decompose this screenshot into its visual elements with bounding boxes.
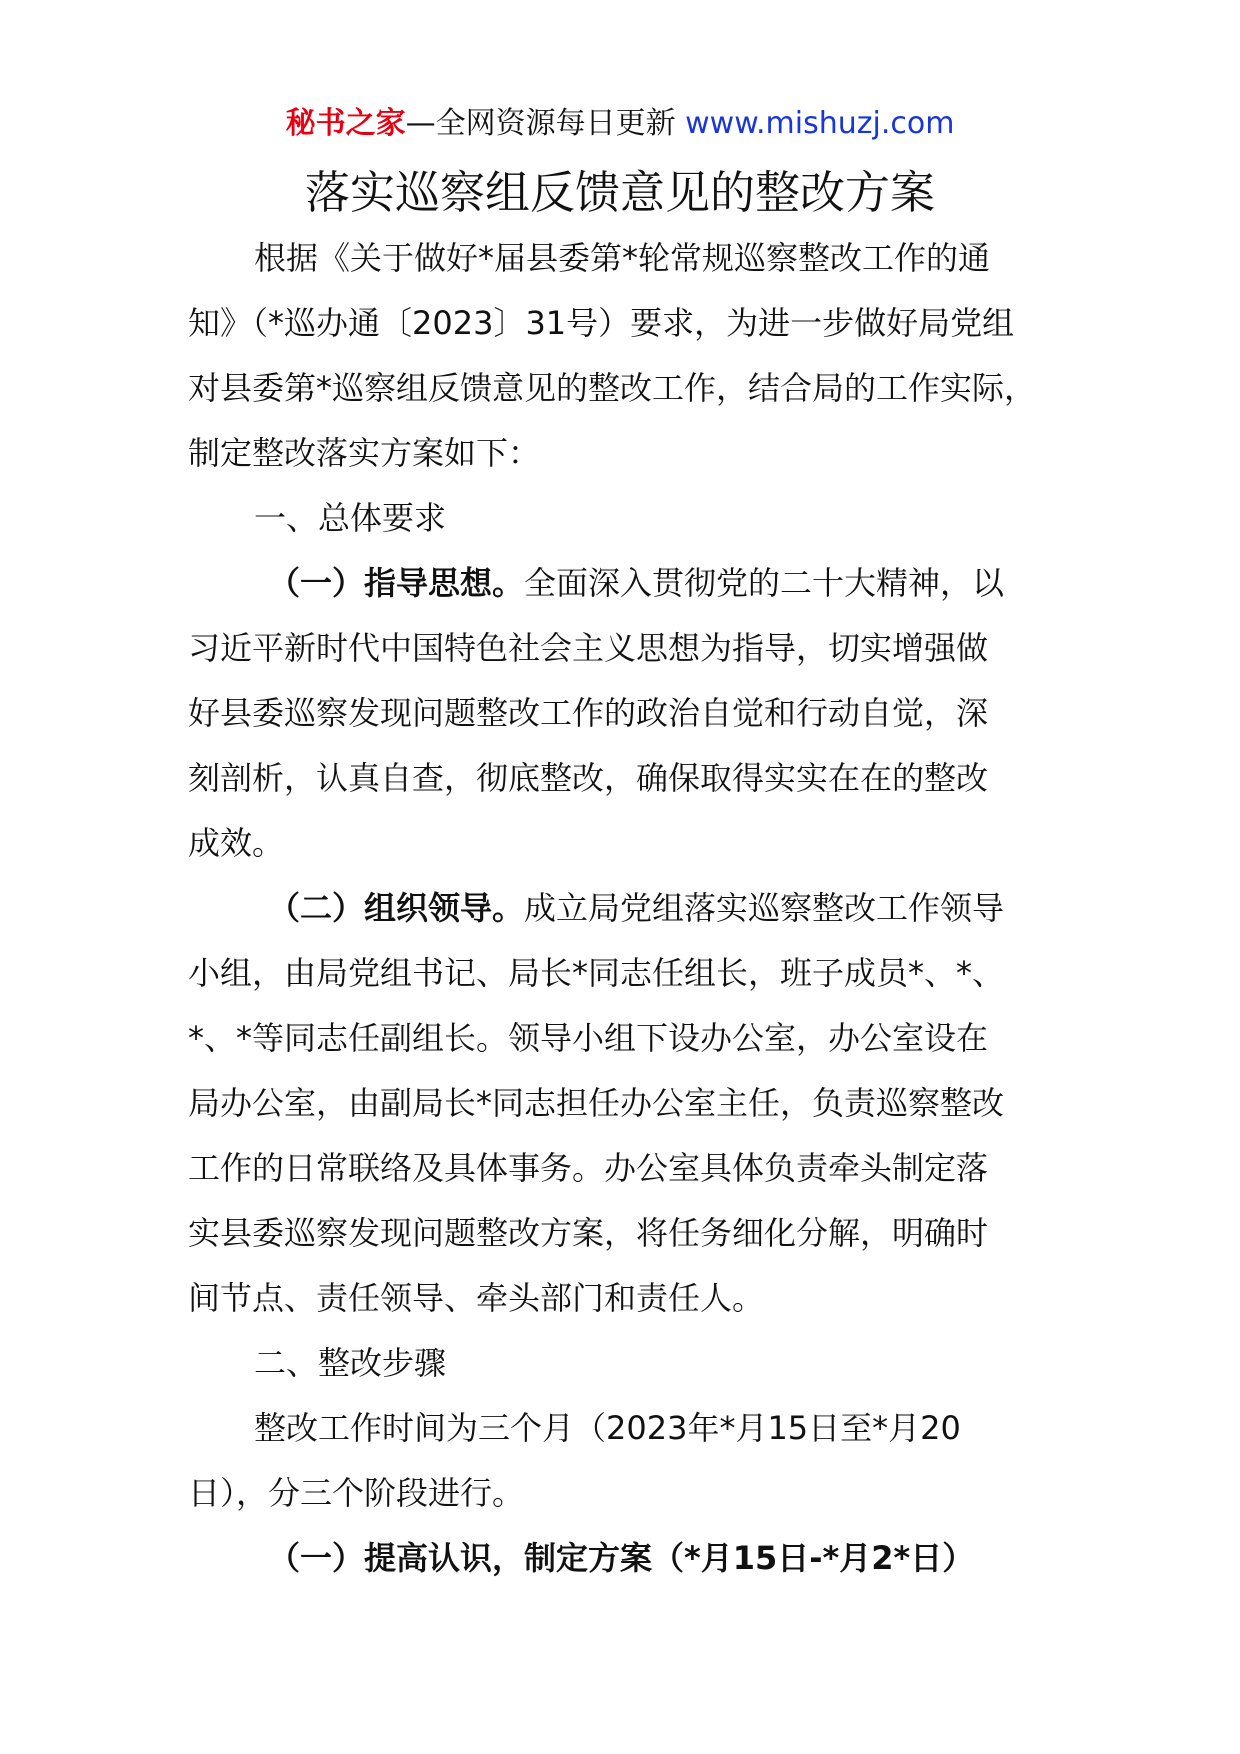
intro-line: 对县委第*巡察组反馈意见的整改工作，结合局的工作实际， — [188, 369, 1037, 407]
section-heading-2: 二、整改步骤 — [254, 1344, 447, 1382]
item-text: 全面深入贯彻党的二十大精神，以 — [524, 564, 1005, 602]
document-body — [188, 226, 1068, 1591]
intro-line: 知》（*巡办通〔2023〕31号）要求，为进一步做好局党组 — [188, 304, 1015, 342]
timeline-line: 日），分三个阶段进行。 — [188, 1474, 525, 1512]
item-line: 好县委巡察发现问题整改工作的政治自觉和行动自觉，深 — [188, 694, 989, 732]
organization-paragraph — [188, 876, 1068, 1331]
intro-line: 制定整改落实方案如下： — [188, 434, 541, 472]
item-line: 习近平新时代中国特色社会主义思想为指导，切实增强做 — [188, 629, 989, 667]
item-text: 成立局党组落实巡察整改工作领导 — [524, 889, 1005, 927]
item-line: *、*等同志任副组长。领导小组下设办公室，办公室设在 — [188, 1019, 989, 1057]
section-heading-1: 一、总体要求 — [254, 499, 447, 537]
document-title: 落实巡察组反馈意见的整改方案 — [304, 166, 935, 219]
banner-brand: 秘书之家 — [285, 106, 406, 141]
timeline-paragraph — [188, 1396, 1068, 1526]
item-line: 刻剖析，认真自查，彻底整改，确保取得实实在在的整改 — [188, 759, 989, 797]
item-line: 实县委巡察发现问题整改方案，将任务细化分解，明确时 — [188, 1214, 989, 1252]
guiding-ideology-paragraph — [188, 551, 1068, 876]
item-line: 工作的日常联络及具体事务。办公室具体负责牵头制定落 — [188, 1149, 989, 1187]
phase-1-heading: （一）提高认识，制定方案（*月15日-*月2*日） — [268, 1539, 975, 1577]
item-label: （一）指导思想。 — [268, 564, 525, 602]
item-line: 间节点、责任领导、牵头部门和责任人。 — [188, 1279, 765, 1317]
item-line: 局办公室，由副局长*同志担任办公室主任，负责巡察整改 — [188, 1084, 1005, 1122]
intro-paragraph — [188, 226, 1068, 486]
intro-line: 根据《关于做好*届县委第*轮常规巡察整改工作的通 — [254, 239, 991, 277]
timeline-line: 整改工作时间为三个月（2023年*月15日至*月20 — [254, 1409, 961, 1447]
item-label: （二）组织领导。 — [268, 889, 525, 927]
item-line: 小组，由局党组书记、局长*同志任组长，班子成员*、*、 — [188, 954, 1005, 992]
item-line: 成效。 — [188, 824, 285, 862]
banner-tagline: —全网资源每日更新 — [405, 106, 676, 141]
banner-url-link[interactable]: www.mishuzj.com — [685, 106, 955, 141]
site-banner — [0, 102, 1240, 146]
